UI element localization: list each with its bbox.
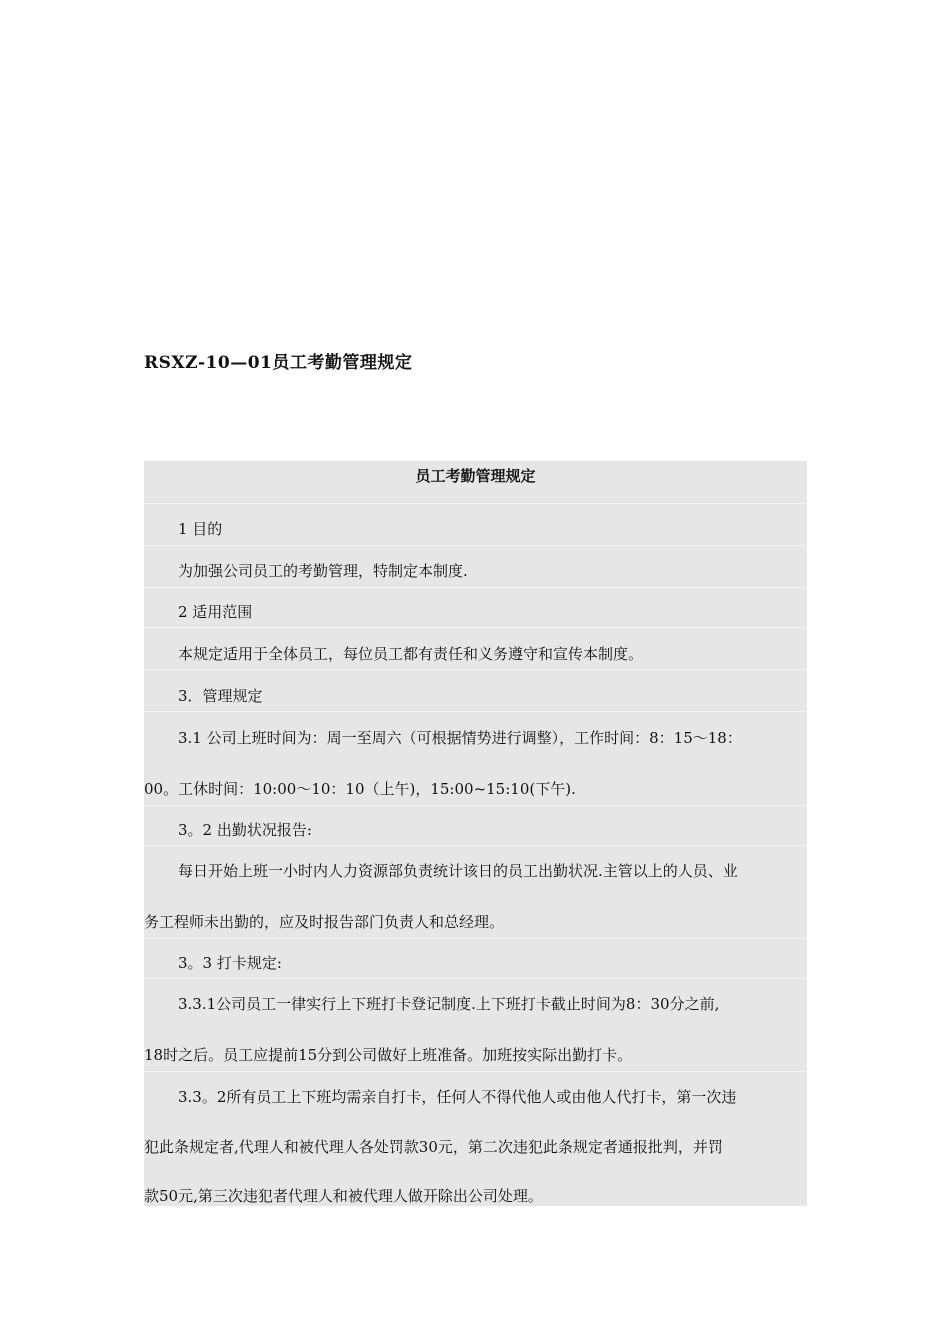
row-divider bbox=[144, 503, 807, 504]
section-heading-attendance-report: 3。2 出勤状况报告: bbox=[178, 821, 312, 839]
row-divider bbox=[144, 938, 807, 939]
paragraph-scope: 本规定适用于全体员工，每位员工都有责任和义务遵守和宣传本制度。 bbox=[178, 645, 644, 663]
row-divider bbox=[144, 545, 807, 546]
box-title: 员工考勤管理规定 bbox=[415, 467, 536, 485]
row-divider bbox=[144, 627, 807, 628]
paragraph-clock-in-1: 3.3.1公司员工一律实行上下班打卡登记制度.上下班打卡截止时间为8：30分之前, bbox=[178, 995, 720, 1013]
paragraph-clock-in-2-end: 款50元,第三次违犯者代理人和被代理人做开除出公司处理。 bbox=[144, 1187, 543, 1205]
paragraph-clock-in-1-cont: 18时之后。员工应提前15分到公司做好上班准备。加班按实际出勤打卡。 bbox=[144, 1046, 633, 1064]
paragraph-work-hours: 3.1 公司上班时间为：周一至周六（可根据情势进行调整），工作时间：8：15～18： bbox=[178, 729, 742, 747]
row-divider bbox=[144, 845, 807, 846]
row-divider bbox=[144, 1071, 807, 1072]
document-heading: RSXZ-10—01员工考勤管理规定 bbox=[144, 353, 413, 373]
row-divider bbox=[144, 978, 807, 979]
section-heading-clock-in: 3。3 打卡规定: bbox=[178, 954, 282, 972]
paragraph-purpose: 为加强公司员工的考勤管理，特制定本制度. bbox=[178, 562, 468, 580]
paragraph-clock-in-2: 3.3。2所有员工上下班均需亲自打卡，任何人不得代他人或由他人代打卡，第一次违 bbox=[178, 1088, 737, 1106]
section-heading-purpose: 1 目的 bbox=[178, 520, 223, 538]
paragraph-work-hours-cont: 00。工休时间：10:00～10：10（上午)，15:00~15:10(下午). bbox=[144, 780, 576, 798]
paragraph-attendance-report: 每日开始上班一小时内人力资源部负责统计该日的员工出勤状况.主管以上的人员、业 bbox=[178, 862, 738, 880]
row-divider bbox=[144, 669, 807, 670]
document-content-box bbox=[144, 461, 807, 1206]
row-divider bbox=[144, 711, 807, 712]
section-heading-rules: 3．管理规定 bbox=[178, 687, 263, 705]
paragraph-clock-in-2-cont: 犯此条规定者,代理人和被代理人各处罚款30元，第二次违犯此条规定者通报批判，并罚 bbox=[144, 1138, 723, 1156]
paragraph-attendance-report-cont: 务工程师未出勤的，应及时报告部门负责人和总经理。 bbox=[144, 913, 505, 931]
row-divider bbox=[144, 587, 807, 588]
row-divider bbox=[144, 805, 807, 806]
section-heading-scope: 2 适用范围 bbox=[178, 603, 253, 621]
